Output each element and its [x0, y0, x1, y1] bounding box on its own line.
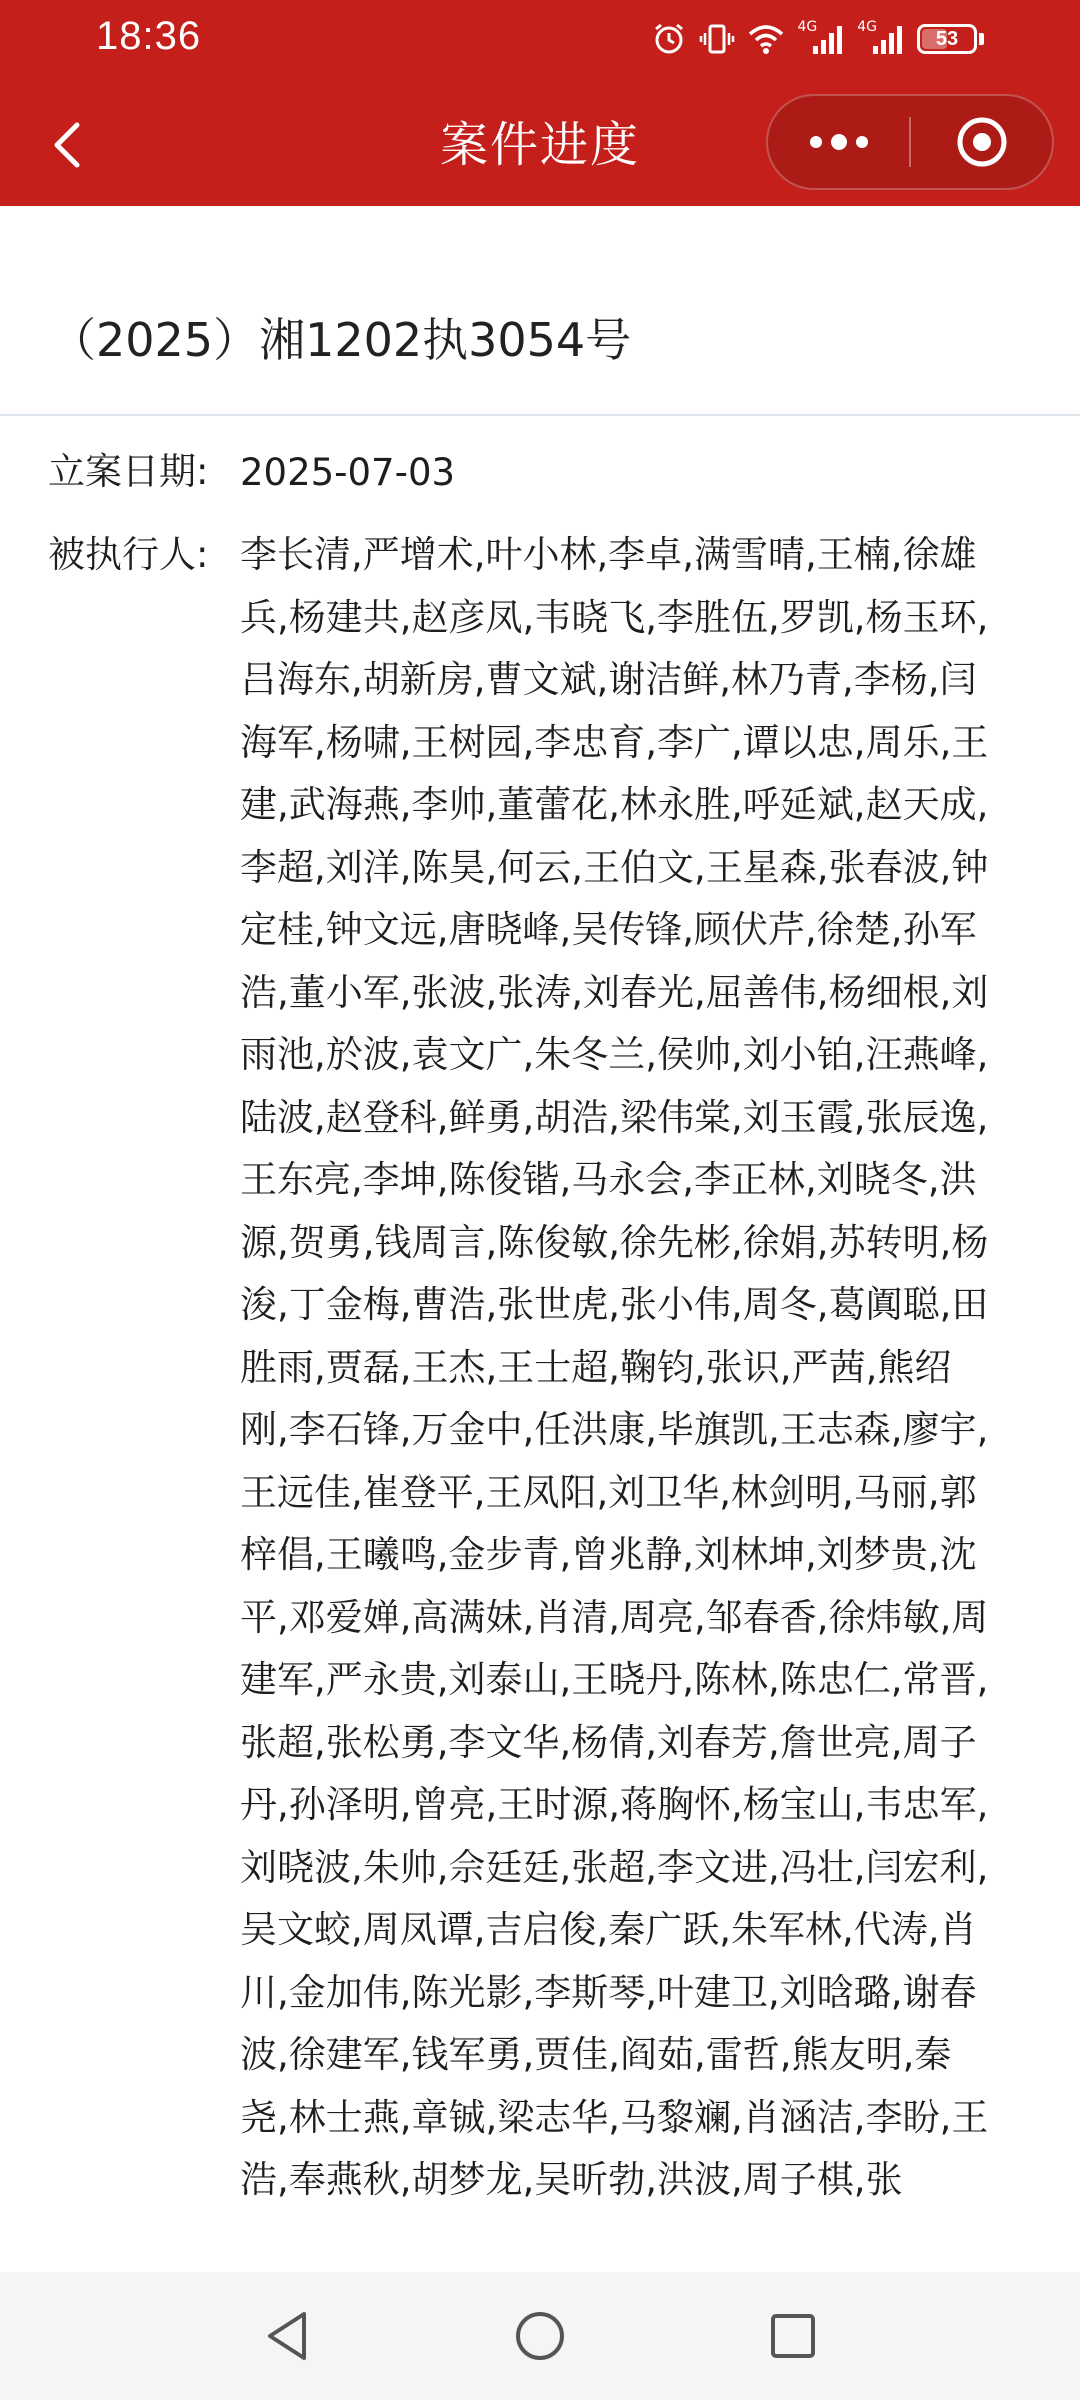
network-type-2: 4G [857, 19, 877, 35]
filing-date-row [48, 442, 1048, 505]
page-title: 案件进度 [439, 117, 640, 173]
battery-level: 53 [935, 27, 959, 50]
parties-value: 李长清,严增术,叶小林,李卓,满雪晴,王楠,徐雄兵,杨建共,赵彦凤,韦晓飞,李胜伍,罗凯,杨玉环,吕海东,胡新房,曹文斌,谢洁鲜,林乃青,李杨,闫海军,杨啸,王树园,李忠育,李广,谭以忠,周乐,王建,武海燕,李帅,董蕾花,林永胜,呼延斌,赵天成,李超,刘洋,陈昊,何云,王伯文,王星森,张春波,钟定桂,钟文远,唐晓峰,吴传锋,顾伏芹,徐楚,孙军浩,董小军,张波,张涛,刘春光,屈善伟,杨细根,刘雨池,於波,袁文广,朱冬兰,侯帅,刘小铂,汪燕峰,陆波,赵登科,鲜勇,胡浩,梁伟棠,刘玉霞,张辰逸,王东亮,李坤,陈俊锴,马永会,李正林,刘晓冬,洪源,贺勇,钱周言,陈俊敏,徐先彬,徐娟,苏转明,杨浚,丁金梅,曹浩,张世虎,张小伟,周冬,葛阗聪,田胜雨,贾磊,王杰,王士超,鞠钧,张识,严茜,熊绍刚,李石锋,万金中,任洪康,毕旗凯,王志森,廖宇,王远佳,崔登平,王凤阳,刘卫华,林剑明,马丽,郭梓倡,王曦鸣,金步青,曾兆静,刘林坤,刘梦贵,沈平,邓爱婵,高满妹,肖清,周亮,邹春香,徐炜敏,周建军,严永贵,刘泰山,王晓丹,陈林,陈忠仁,常晋,张超,张松勇,李文华,杨倩,刘春芳,詹世亮,周子丹,孙泽明,曾亮,王时源,蒋胸怀,杨宝山,韦忠军,刘晓波,朱帅,佘廷廷,张超,李文进,冯壮,闫宏利,吴文蛟,周凤谭,吉启俊,秦广跃,朱军林,代涛,肖川,金加伟,陈光影,李斯琴,叶建卫,刘晗璐,谢春波,徐建军,钱军勇,贾佳,阎茹,雷哲,熊友明,秦尧,林士燕,章铖,梁志华,马黎斓,肖涵洁,李盼,王浩,奉燕秋,胡梦龙,吴昕勃,洪波,周子棋,张 [240, 533, 989, 2201]
case-header [0, 206, 1080, 416]
filing-date-label: 立案日期: [48, 450, 209, 493]
parties-row [48, 524, 1048, 2212]
vibrate-icon [699, 21, 735, 57]
system-back-button[interactable] [247, 2296, 327, 2376]
signal-icon-2 [857, 19, 905, 54]
signal-icon-1 [797, 19, 845, 54]
status-time: 18:36 [96, 14, 202, 58]
system-home-button[interactable] [500, 2296, 580, 2376]
close-mini-program-button[interactable] [911, 96, 1052, 188]
system-nav-bar [0, 2272, 1080, 2400]
case-number: （2025）湘1202执3054号 [50, 313, 632, 367]
triangle-back-icon [262, 2309, 312, 2363]
mini-program-capsule [766, 94, 1054, 190]
nav-bar [0, 80, 1080, 206]
target-circle-icon [954, 114, 1010, 170]
alarm-icon [651, 21, 687, 57]
network-type-1: 4G [797, 19, 818, 35]
status-bar [0, 0, 1080, 80]
wifi-icon [747, 23, 785, 55]
system-recent-button[interactable] [753, 2296, 833, 2376]
parties-label: 被执行人: [48, 533, 209, 576]
battery-indicator [917, 24, 977, 54]
more-button[interactable] [768, 96, 909, 188]
square-recent-icon [768, 2311, 818, 2361]
status-icons [651, 14, 984, 64]
filing-date-value: 2025-07-03 [240, 451, 456, 494]
more-dots-icon [810, 134, 868, 150]
circle-home-icon [513, 2309, 567, 2363]
battery-tip [979, 33, 984, 45]
